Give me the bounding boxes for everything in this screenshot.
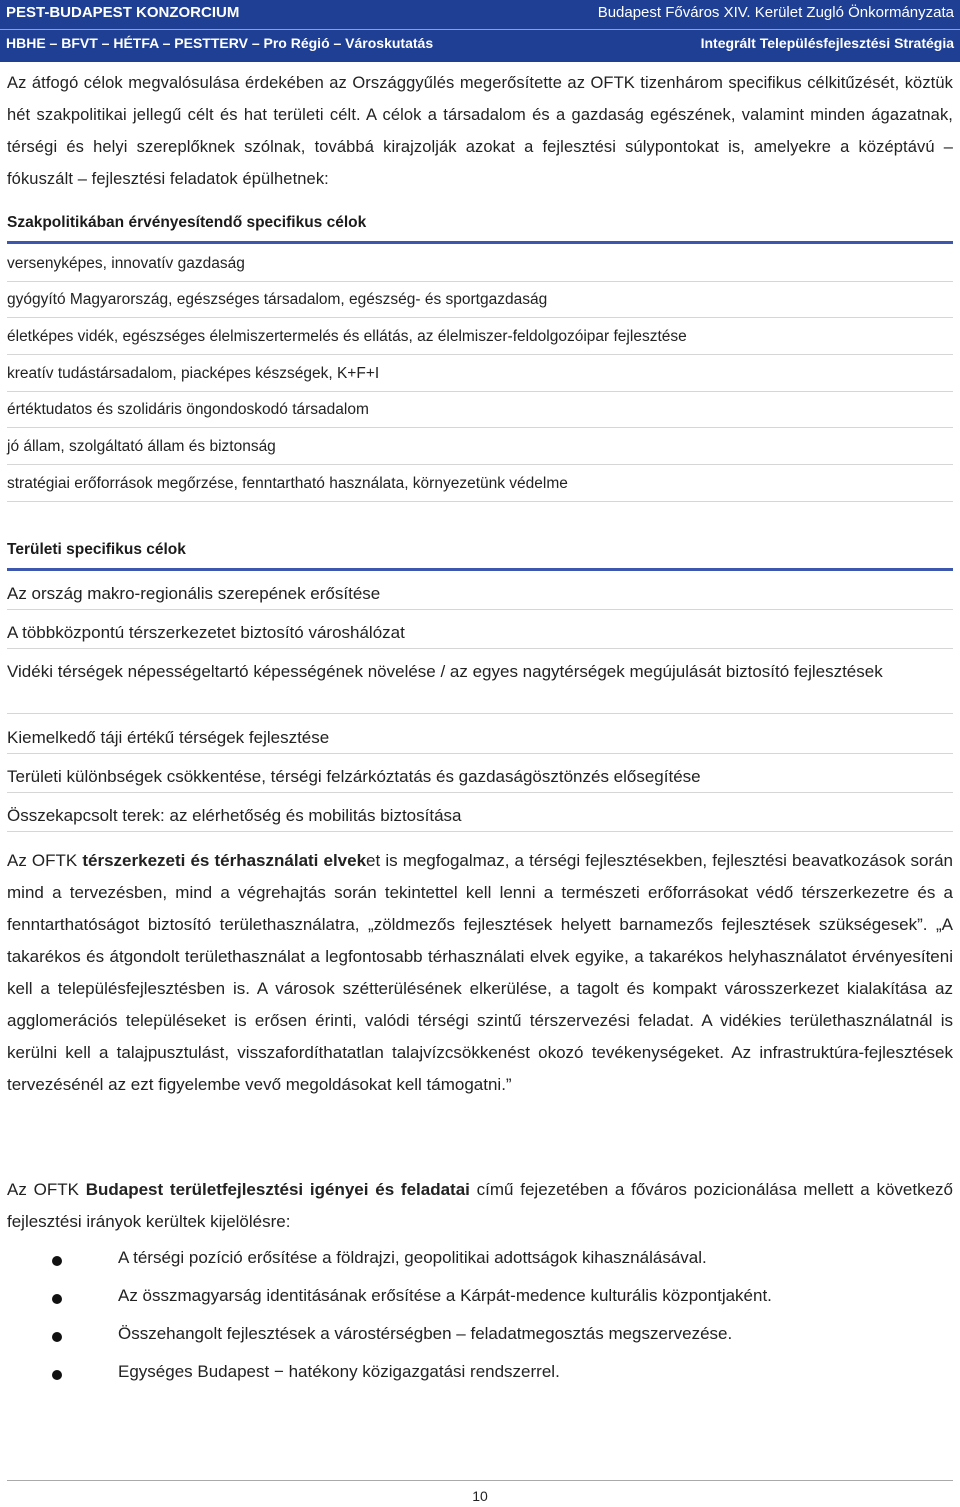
list-item-text: Összehangolt fejlesztések a várostérségben – feladatmegosztás megszervezése. [118, 1324, 733, 1343]
bullet-icon [52, 1294, 62, 1304]
list-item [0, 1324, 960, 1354]
list-item-text: Egységes Budapest − hatékony közigazgatási rendszerrel. [118, 1362, 560, 1381]
sectoral-goal-item: versenyképes, innovatív gazdaság [7, 255, 953, 282]
principles-paragraph [7, 845, 953, 1101]
territorial-goal-item: Területi különbségek csökkentése, térségi felzárkóztatás és gazdaságösztönzés elősegítése [7, 764, 953, 793]
territorial-goal-item: A többközpontú térszerkezetet biztosító városhálózat [7, 620, 953, 649]
municipality-name: Budapest Főváros XIV. Kerület Zugló Önkormányzata [597, 4, 954, 21]
page-number: 10 [472, 1488, 488, 1504]
sectoral-goal-item: kreatív tudástársadalom, piacképes készségek, K+F+I [7, 365, 953, 392]
territorial-goals-title: Területi specifikus célok [7, 541, 186, 558]
bullet-icon [52, 1332, 62, 1342]
page-header [0, 0, 960, 62]
sectoral-goal-item: értéktudatos és szolidáris öngondoskodó társadalom [7, 401, 953, 428]
territorial-goal-item: Kiemelkedő táji értékű térségek fejlesztése [7, 725, 953, 754]
budapest-paragraph [7, 1174, 953, 1238]
para-emphasis: Budapest területfejlesztési igényei és feladatai [85, 1180, 470, 1199]
sectoral-goals-title: Szakpolitikában érvényesítendő specifikus célok [7, 214, 367, 231]
list-item [0, 1248, 960, 1278]
list-item [0, 1362, 960, 1392]
territorial-goal-item: Az ország makro-regionális szerepének erősítése [7, 581, 953, 610]
section-rule [7, 241, 953, 244]
document-title: Integrált Településfejlesztési Stratégia [700, 35, 954, 51]
footer-divider [7, 1480, 953, 1481]
para-text: et is megfogalmaz, a térségi fejlesztésekben, fejlesztési beavatkozások során mind a tervezésben, mind a végrehajtás során tekintettel kell lenni a természeti erőforrásokat védő térszerkezetre és a fenntarthatóságot biztosító területhasználatra, „zöldmezős fejlesztések helyett barnamezős fejlesztések szükségesek”. „A takarékos és átgondolt területhasználat a legfontosabb térhasználati elvek egyike, a takarékos helyhasználatot érvényesíteni kell a településfejlesztésben is. A városok szétterülésének elkerülése, a tagolt és kompakt városszerkezet kialakítása az agglomerációs településeket is erősen érinti, valódi térségi szintű térszervezési feladat. A vidékies területhasználatnál is kerülni kell a talajpusztulást, visszafordíthatatlan talajvízcsökkenést okozó tevékenységeket. Az infrastruktúra-fejlesztések tervezésénél az ezt figyelembe vevő megoldásokat kell támogatni.” [7, 851, 953, 1094]
header-divider [0, 29, 960, 30]
sectoral-goal-item: gyógyító Magyarország, egészséges társadalom, egészség- és sportgazdaság [7, 291, 953, 318]
territorial-goal-item: Vidéki térségek népességeltartó képességének növelése / az egyes nagytérségek megújulását biztosító fejlesztések [7, 659, 953, 714]
bullet-icon [52, 1370, 62, 1380]
consortium-members: HBHE – BFVT – HÉTFA – PESTTERV – Pro Régió – Városkutatás [6, 35, 434, 51]
list-item [0, 1286, 960, 1316]
section-rule [7, 568, 953, 571]
para-text: című fejezetében a főváros pozicionálása mellett a következő fejlesztési irányok kerültek kijelölésre: [7, 1180, 954, 1231]
header-bottom-row [6, 35, 954, 51]
intro-paragraph: Az átfogó célok megvalósulása érdekében az Országgyűlés megerősítette az OFTK tizenhárom specifikus célkitűzését, köztük hét szakpolitikai jellegű célt és hat területi célt. A célok a társadalom és a gazdaság egészének, valamint minden ágazatnak, térségi és helyi szereplőknek szólnak, továbbá kirajzolják azokat a fejlesztési súlypontokat is, amelyekre a középtávú – fókuszált – fejlesztési feladatok épülhetnek: [7, 74, 953, 188]
para-emphasis: térszerkezeti és térhasználati elvek [82, 851, 367, 870]
para-text: Az OFTK [7, 1180, 86, 1199]
para-text: Az OFTK [7, 851, 83, 870]
bullet-icon [52, 1256, 62, 1266]
sectoral-goal-item: jó állam, szolgáltató állam és biztonság [7, 438, 953, 465]
list-item-text: Az összmagyarság identitásának erősítése a Kárpát-medence kulturális központjaként. [118, 1286, 772, 1305]
sectoral-goal-item: életképes vidék, egészséges élelmiszertermelés és ellátás, az élelmiszer-feldolgozóipar fejlesztése [7, 328, 953, 355]
list-item-text: A térségi pozíció erősítése a földrajzi, geopolitikai adottságok kihasználásával. [118, 1248, 707, 1267]
territorial-goal-item: Összekapcsolt terek: az elérhetőség és mobilitás biztosítása [7, 803, 953, 832]
header-top-row [6, 4, 954, 21]
sectoral-goal-item: stratégiai erőforrások megőrzése, fenntartható használata, környezetünk védelme [7, 475, 953, 502]
consortium-name: PEST-BUDAPEST KONZORCIUM [6, 4, 240, 21]
